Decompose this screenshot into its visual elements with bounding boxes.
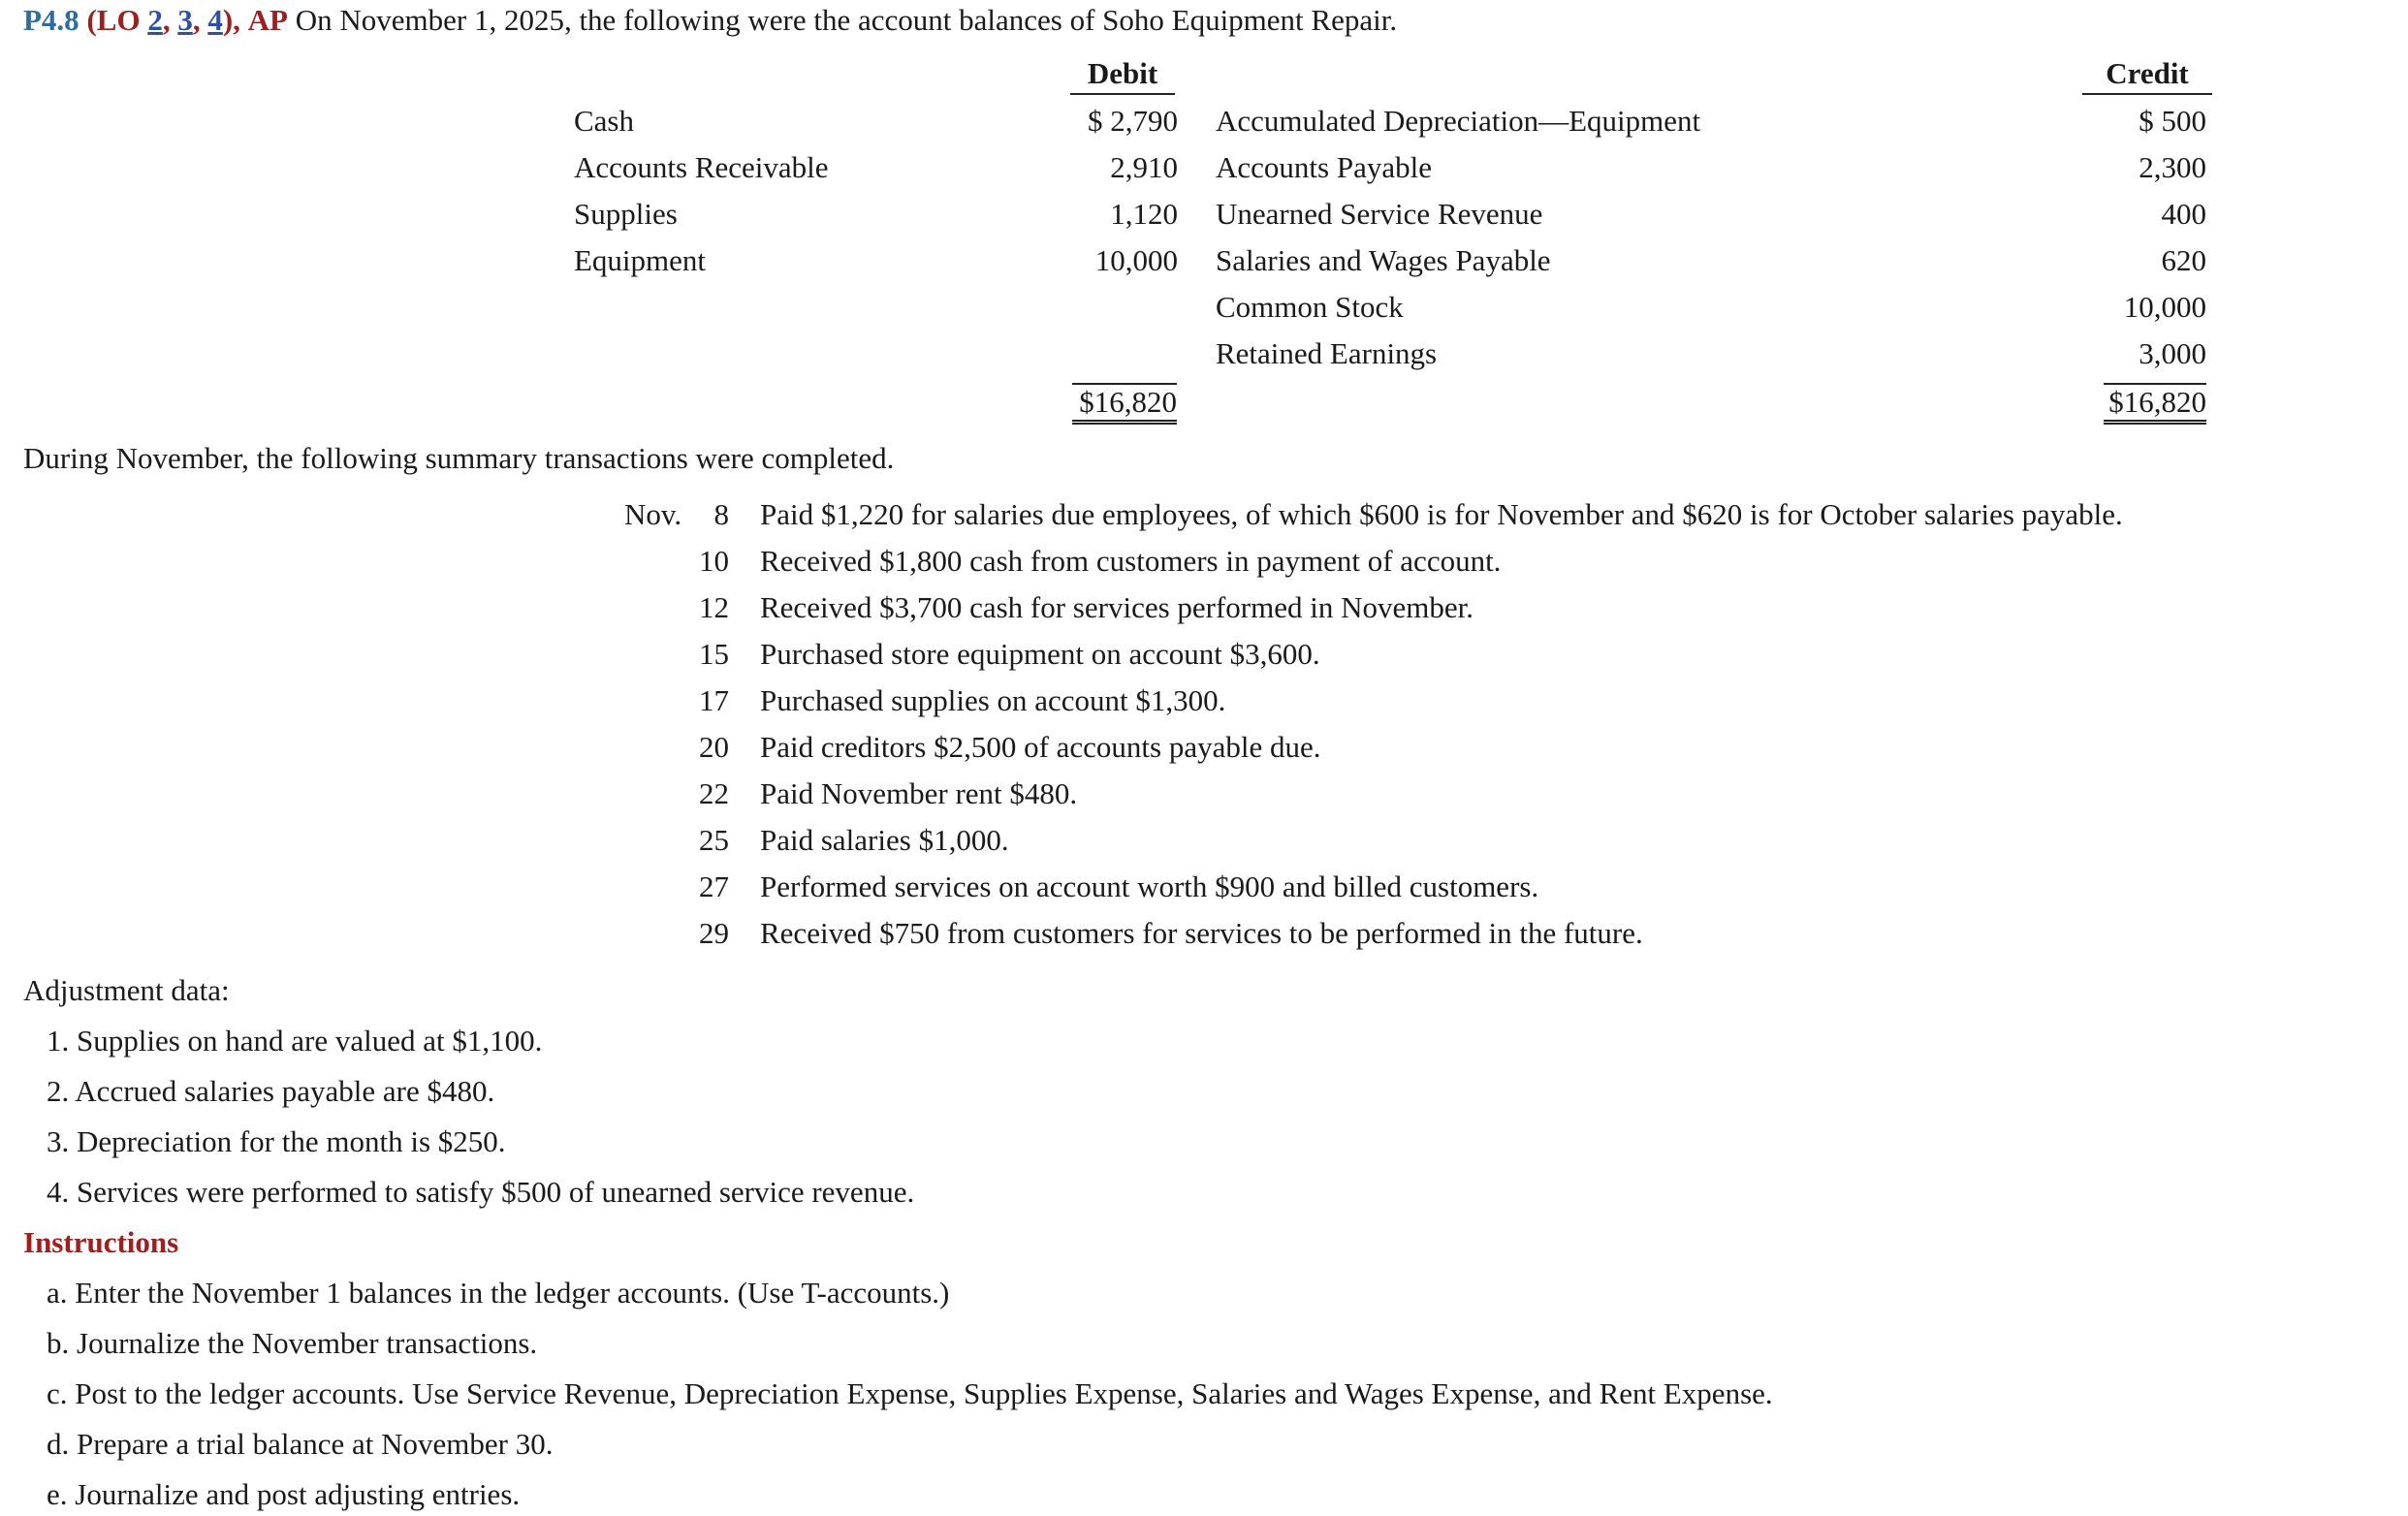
credit-account-name: Retained Earnings (1216, 336, 1438, 370)
transaction-day: 12 (699, 590, 729, 624)
credit-account-amount: 2,300 (2139, 150, 2206, 184)
transaction-text: Purchased store equipment on account $3,600. (760, 637, 1320, 671)
lo-link-4[interactable]: 4 (207, 3, 223, 37)
instruction-item: b. Journalize the November transactions. (47, 1326, 538, 1360)
transaction-text: Received $1,800 cash from customers in payment of account. (760, 544, 1502, 578)
credit-account-name: Accounts Payable (1216, 150, 1432, 184)
lo-link-3[interactable]: 3 (177, 3, 193, 37)
problem-id: P4.8 (23, 3, 79, 37)
transaction-day: 27 (699, 869, 729, 903)
credit-account-amount: 400 (2161, 197, 2206, 231)
instruction-item: c. Post to the ledger accounts. Use Service Revenue, Depreciation Expense, Supplies Expense, Salaries and Wages Expense, and Rent Expense. (47, 1376, 1773, 1410)
transaction-text: Paid $1,220 for salaries due employees, of which $600 is for November and $620 is for October salaries payable. (760, 497, 2123, 531)
transaction-text: Paid creditors $2,500 of accounts payable due. (760, 730, 1321, 764)
adjustment-item: 2. Accrued salaries payable are $480. (47, 1074, 495, 1108)
instruction-item: e. Journalize and post adjusting entries. (47, 1477, 521, 1511)
debit-account-name: Cash (574, 104, 634, 138)
credit-total: $16,820 (2104, 383, 2206, 425)
transaction-text: Received $750 from customers for services to be performed in the future. (760, 916, 1643, 950)
ap-label: AP (247, 3, 288, 37)
adjustment-item: 3. Depreciation for the month is $250. (47, 1124, 506, 1158)
credit-heading: Credit (2082, 54, 2212, 95)
credit-account-amount: $ 500 (2139, 104, 2206, 138)
lo-close: ), (222, 3, 240, 37)
credit-account-name: Accumulated Depreciation—Equipment (1216, 104, 1701, 138)
transaction-day: 20 (699, 730, 729, 764)
transaction-text: Paid salaries $1,000. (760, 823, 1009, 857)
credit-account-amount: 3,000 (2139, 336, 2206, 370)
transaction-text: Purchased supplies on account $1,300. (760, 683, 1226, 717)
transaction-text: Performed services on account worth $900 and billed customers. (760, 869, 1539, 903)
transactions-intro: During November, the following summary transactions were completed. (23, 441, 895, 475)
debit-account-amount: 1,120 (1110, 197, 1178, 231)
transaction-day: 8 (713, 497, 729, 531)
credit-account-name: Salaries and Wages Payable (1216, 243, 1551, 277)
transaction-text: Paid November rent $480. (760, 776, 1078, 810)
transaction-day: 17 (699, 683, 729, 717)
month-label: Nov. (624, 497, 682, 531)
lo-open: (LO (86, 3, 148, 37)
adjustment-item: 4. Services were performed to satisfy $500 of unearned service revenue. (47, 1175, 915, 1209)
debit-heading: Debit (1070, 54, 1175, 95)
transaction-day: 15 (699, 637, 729, 671)
credit-account-name: Common Stock (1216, 290, 1404, 324)
transaction-day: 25 (699, 823, 729, 857)
lo-link-2[interactable]: 2 (147, 3, 163, 37)
adjustment-item: 1. Supplies on hand are valued at $1,100. (47, 1024, 543, 1058)
debit-account-name: Supplies (574, 197, 678, 231)
transaction-day: 10 (699, 544, 729, 578)
transaction-day: 22 (699, 776, 729, 810)
transaction-day: 29 (699, 916, 729, 950)
problem-header: P4.8 (LO 2, 3, 4), AP On November 1, 2025, the following were the account balances of Soho Equipment Repair. (23, 3, 1398, 37)
instruction-item: a. Enter the November 1 balances in the ledger accounts. (Use T-accounts.) (47, 1276, 950, 1310)
instruction-item: d. Prepare a trial balance at November 30. (47, 1427, 554, 1461)
debit-account-amount: 2,910 (1110, 150, 1178, 184)
transaction-text: Received $3,700 cash for services performed in November. (760, 590, 1473, 624)
credit-account-amount: 620 (2161, 243, 2206, 277)
credit-account-name: Unearned Service Revenue (1216, 197, 1543, 231)
credit-account-amount: 10,000 (2123, 290, 2206, 324)
debit-account-name: Accounts Receivable (574, 150, 829, 184)
debit-account-name: Equipment (574, 243, 707, 277)
instructions-heading: Instructions (23, 1225, 179, 1259)
debit-account-amount: 10,000 (1094, 243, 1178, 277)
debit-account-amount: $ 2,790 (1088, 104, 1178, 138)
problem-statement: On November 1, 2025, the following were the account balances of Soho Equipment Repair. (295, 3, 1398, 37)
debit-total: $16,820 (1072, 383, 1177, 425)
adjustment-heading: Adjustment data: (23, 973, 230, 1007)
